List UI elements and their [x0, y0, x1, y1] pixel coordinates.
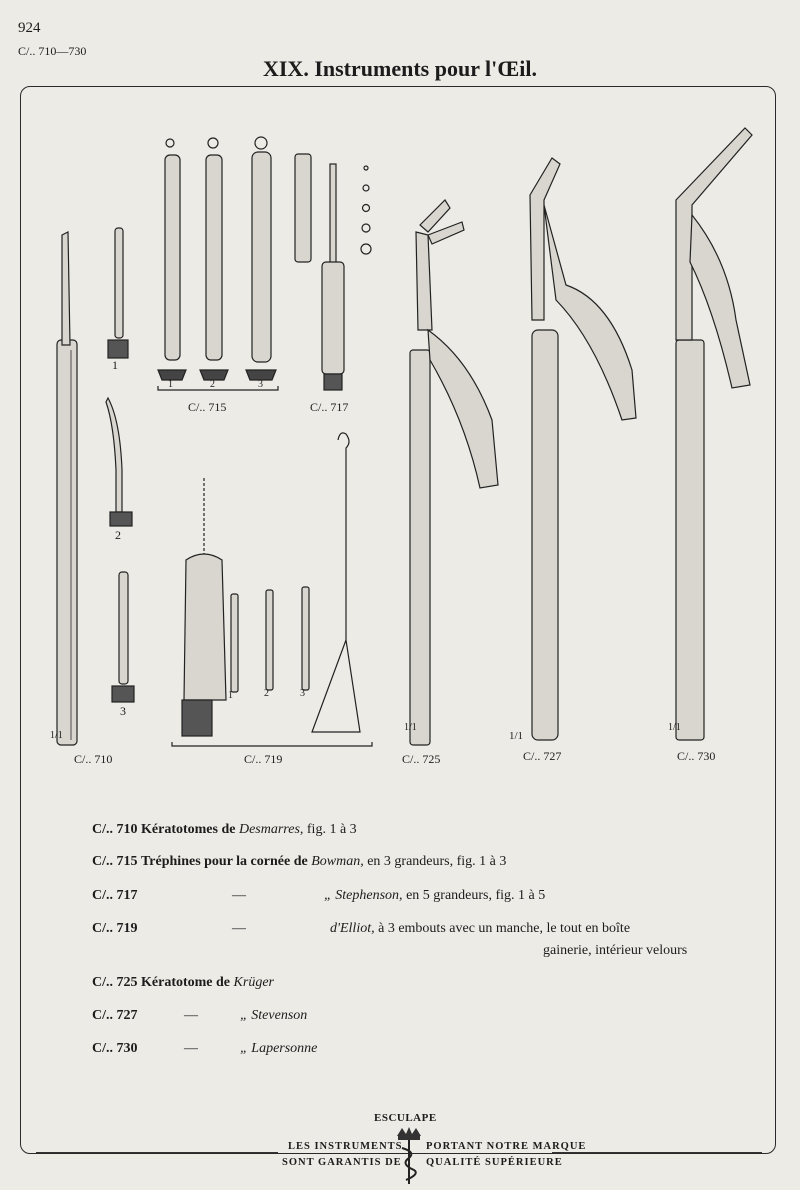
elliot-bracket — [172, 742, 372, 746]
fig-number-label: 1 — [112, 358, 118, 372]
caption-detail-group — [324, 888, 545, 904]
brand-name: ESCULAPE — [374, 1112, 437, 1124]
caption-detail: en 3 grandeurs, fig. 1 à 3 — [367, 854, 507, 869]
fig-number-label: 3 — [300, 688, 305, 699]
caption-author: Bowman, — [311, 854, 364, 869]
caption-730 — [92, 1041, 412, 1057]
caption-719 — [92, 921, 722, 937]
caption-name: Kératotomes de — [141, 822, 236, 837]
caption-code: C/.. 719 — [92, 921, 138, 936]
caption-727 — [92, 1008, 412, 1024]
fig-number-label: 2 — [210, 379, 215, 390]
caption-detail: en 5 grandeurs, fig. 1 à 5 — [406, 888, 546, 903]
elliot-tip2-illustration — [266, 590, 273, 690]
figure-label-719: C/.. 719 — [244, 752, 283, 766]
footer-rule-left — [36, 1152, 278, 1153]
caption-715 — [92, 854, 506, 870]
figure-label-715: C/.. 715 — [188, 400, 227, 414]
caption-name: Kératotome de — [141, 975, 231, 990]
caption-code: C/.. 710 — [92, 822, 138, 837]
caption-ditto-dash: — — [232, 888, 246, 903]
caption-ditto-dash: — — [184, 1041, 198, 1056]
page-number: 924 — [18, 20, 41, 36]
fig-number-label: 2 — [115, 528, 121, 542]
keratotome-long-illustration — [57, 232, 77, 745]
scale-label: 1/1 — [404, 722, 417, 733]
esculape-logo-icon — [392, 1126, 426, 1186]
scale-label: 1/1 — [50, 730, 63, 741]
caption-717 — [92, 888, 712, 904]
caption-detail-group — [330, 921, 630, 937]
scale-label: 1/1 — [509, 730, 524, 742]
figure-label-730: C/.. 730 — [677, 749, 716, 763]
caption-719-continuation: gainerie, intérieur velours — [543, 943, 688, 958]
caption-code: C/.. 727 — [92, 1008, 138, 1023]
figure-label-727: C/.. 727 — [523, 749, 562, 763]
caption-author: Desmarres, — [238, 822, 304, 837]
caption-725 — [92, 975, 274, 991]
footer-rule-right — [552, 1152, 762, 1153]
figure-label-725: C/.. 725 — [402, 752, 441, 766]
fig-number-label: 3 — [120, 704, 126, 718]
guarantee-right-line1: PORTANT NOTRE MARQUE — [426, 1141, 587, 1152]
elliot-case-hook-illustration — [312, 433, 360, 732]
elliot-tip1-illustration — [231, 594, 238, 692]
stevenson-keratotome-illustration — [530, 158, 636, 740]
caption-detail: fig. 1 à 3 — [306, 822, 357, 837]
caption-code: C/.. 715 — [92, 854, 138, 869]
catalogue-code-range: C/.. 710—730 — [18, 44, 87, 58]
caption-710 — [92, 822, 357, 838]
figure-label-710: C/.. 710 — [74, 752, 113, 766]
keratotome-fig3-illustration — [112, 572, 134, 702]
caption-name: Tréphines pour la cornée de — [141, 854, 308, 869]
caption-code: C/.. 717 — [92, 888, 138, 903]
trephine-fig1-illustration — [158, 139, 186, 380]
trephine-fig3-illustration — [246, 137, 276, 380]
figure-label-717: C/.. 717 — [310, 400, 349, 414]
caption-ditto-dash: — — [232, 921, 246, 936]
fig-number-label: 1 — [228, 690, 233, 701]
caption-code: C/.. 725 — [92, 975, 138, 990]
scale-label: 1/1 — [668, 722, 681, 733]
guarantee-left-line1: LES INSTRUMENTS — [288, 1141, 403, 1152]
fig-number-label: 2 — [264, 688, 269, 699]
caption-author: „ Lapersonne — [240, 1041, 318, 1056]
guarantee-left-line2: SONT GARANTIS DE — [282, 1157, 402, 1168]
caption-detail: à 3 embouts avec un manche, le tout en boîte — [378, 921, 631, 936]
caption-author: „ Stephenson, — [324, 888, 403, 903]
elliot-handle-illustration — [182, 478, 226, 736]
guarantee-right-line2: QUALITÉ SUPÉRIEURE — [426, 1157, 563, 1168]
keratotome-fig1-illustration — [108, 228, 128, 358]
caption-code: C/.. 730 — [92, 1041, 138, 1056]
kruger-keratotome-illustration — [410, 200, 498, 745]
lapersonne-keratotome-illustration — [676, 128, 752, 740]
caption-author: „ Stevenson — [240, 1008, 308, 1023]
elliot-tip3-illustration — [302, 587, 309, 690]
caption-author: d'Elliot, — [330, 921, 375, 936]
keratotome-fig2-illustration — [106, 398, 132, 526]
trephine-fig2-illustration — [200, 138, 228, 380]
fig-number-label: 1 — [168, 379, 173, 390]
fig-number-label: 3 — [258, 379, 263, 390]
page-title: XIX. Instruments pour l'Œil. — [262, 56, 538, 81]
caption-ditto-dash: — — [184, 1008, 198, 1023]
stephenson-trephine-illustration — [295, 154, 371, 390]
caption-author: Krüger — [233, 975, 274, 990]
